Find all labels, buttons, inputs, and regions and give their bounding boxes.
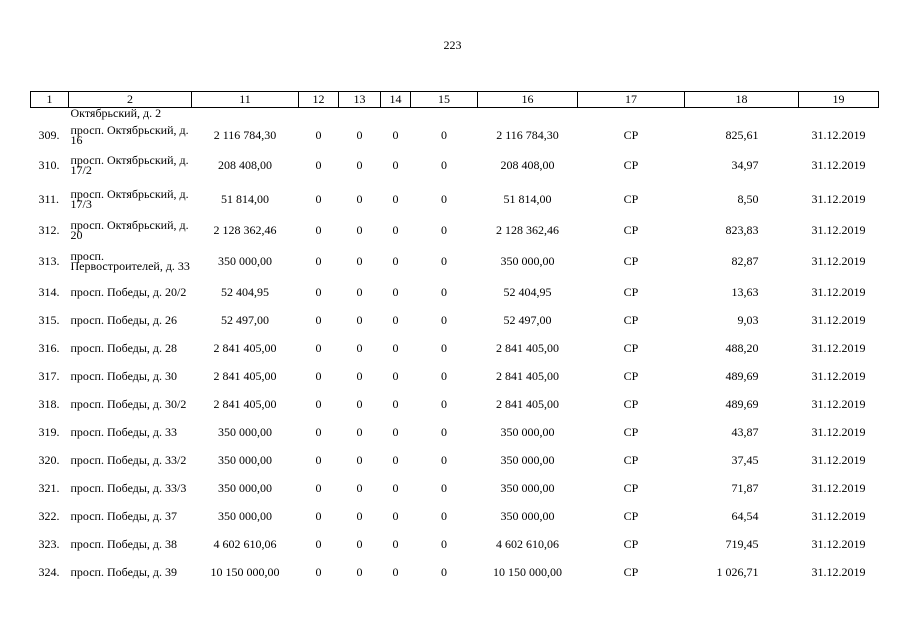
value-cell: 0 <box>315 157 322 172</box>
source-cell: СР <box>623 340 639 355</box>
row-number: 315. <box>38 312 60 327</box>
total-cell: 2 841 405,00 <box>496 396 559 411</box>
area-cell: 64,54 <box>731 508 759 523</box>
amount-cell: 52 404,95 <box>221 284 269 299</box>
total-cell: 350 000,00 <box>500 452 555 467</box>
value-cell: 0 <box>392 284 399 299</box>
column-header: 16 <box>478 92 578 108</box>
row-number: 319. <box>38 424 60 439</box>
date-cell: 31.12.2019 <box>811 508 866 523</box>
area-cell: 13,63 <box>731 284 759 299</box>
row-number: 312. <box>38 222 60 237</box>
area-cell: 1 026,71 <box>716 564 759 579</box>
area-cell: 488,20 <box>725 340 759 355</box>
value-cell: 0 <box>356 508 363 523</box>
date-cell: 31.12.2019 <box>811 340 866 355</box>
area-cell: 8,50 <box>737 191 759 206</box>
value-cell: 0 <box>392 564 399 579</box>
source-cell: СР <box>623 536 639 551</box>
date-cell: 31.12.2019 <box>811 424 866 439</box>
value-cell: 0 <box>441 340 447 355</box>
value-cell: 0 <box>315 284 322 299</box>
source-cell: СР <box>623 157 639 172</box>
total-cell: 2 128 362,46 <box>496 222 559 237</box>
address-cell: просп. Победы, д. 33 <box>70 425 178 439</box>
value-cell: 0 <box>441 191 447 206</box>
total-cell: 208 408,00 <box>500 157 555 172</box>
value-cell: 0 <box>356 564 363 579</box>
total-cell: 350 000,00 <box>500 508 555 523</box>
area-cell: 82,87 <box>731 253 759 268</box>
total-cell: 350 000,00 <box>500 424 555 439</box>
amount-cell: 208 408,00 <box>218 157 272 172</box>
row-number: 320. <box>38 452 60 467</box>
continuation-row <box>31 108 879 123</box>
value-cell: 0 <box>356 480 363 495</box>
table-row <box>31 418 879 446</box>
source-cell: СР <box>623 480 639 495</box>
value-cell: 0 <box>392 452 399 467</box>
value-cell: 0 <box>441 424 447 439</box>
source-cell: СР <box>623 396 639 411</box>
area-cell: 489,69 <box>725 368 759 383</box>
value-cell: 0 <box>441 222 447 237</box>
date-cell: 31.12.2019 <box>811 284 866 299</box>
value-cell: 0 <box>441 536 447 551</box>
area-cell: 9,03 <box>737 312 759 327</box>
value-cell: 0 <box>441 157 447 172</box>
column-header: 19 <box>799 92 879 108</box>
area-cell: 71,87 <box>731 480 759 495</box>
amount-cell: 4 602 610,06 <box>213 536 277 551</box>
row-number: 321. <box>38 480 60 495</box>
amount-cell: 350 000,00 <box>218 452 272 467</box>
address-cell: просп. Октябрьский, д. 17/2 <box>70 153 189 177</box>
column-header: 18 <box>685 92 799 108</box>
date-cell: 31.12.2019 <box>811 368 866 383</box>
table-row <box>31 502 879 530</box>
address-cell: просп. Победы, д. 28 <box>70 341 178 355</box>
amount-cell: 2 841 405,00 <box>213 396 277 411</box>
date-cell: 31.12.2019 <box>811 312 866 327</box>
table-row <box>31 530 879 558</box>
row-number: 317. <box>38 368 60 383</box>
table-row <box>31 278 879 306</box>
value-cell: 0 <box>315 312 322 327</box>
address-cell: просп. Победы, д. 30/2 <box>70 397 187 411</box>
area-cell: 823,83 <box>725 222 759 237</box>
value-cell: 0 <box>441 253 447 268</box>
address-cell: просп. Победы, д. 26 <box>70 313 178 327</box>
continuation-text: Октябрьский, д. 2 <box>70 106 162 120</box>
value-cell: 0 <box>392 157 399 172</box>
source-cell: СР <box>623 564 639 579</box>
column-header: 14 <box>381 92 411 108</box>
value-cell: 0 <box>441 564 447 579</box>
value-cell: 0 <box>315 396 322 411</box>
row-number: 309. <box>38 127 60 142</box>
value-cell: 0 <box>441 480 447 495</box>
total-cell: 4 602 610,06 <box>496 536 559 551</box>
date-cell: 31.12.2019 <box>811 253 866 268</box>
amount-cell: 51 814,00 <box>221 191 269 206</box>
value-cell: 0 <box>315 191 322 206</box>
area-cell: 34,97 <box>731 157 759 172</box>
source-cell: СР <box>623 191 639 206</box>
table-row <box>31 474 879 502</box>
value-cell: 0 <box>356 191 363 206</box>
total-cell: 52 497,00 <box>503 312 552 327</box>
data-table <box>30 91 879 586</box>
table-row <box>31 446 879 474</box>
value-cell: 0 <box>392 396 399 411</box>
value-cell: 0 <box>356 396 363 411</box>
address-cell: просп. Победы, д. 33/2 <box>70 453 187 467</box>
address-cell: просп. Победы, д. 20/2 <box>70 285 187 299</box>
address-cell: просп. Первостроителей, д. 33 <box>70 249 190 273</box>
source-cell: СР <box>623 127 639 142</box>
source-cell: СР <box>623 284 639 299</box>
address-cell: просп. Победы, д. 30 <box>70 369 178 383</box>
row-number: 323. <box>38 536 60 551</box>
total-cell: 2 841 405,00 <box>496 340 559 355</box>
amount-cell: 2 841 405,00 <box>213 340 277 355</box>
value-cell: 0 <box>315 536 322 551</box>
address-cell: просп. Победы, д. 33/3 <box>70 481 187 495</box>
row-number: 313. <box>38 253 60 268</box>
value-cell: 0 <box>356 536 363 551</box>
area-cell: 825,61 <box>725 127 759 142</box>
page-number: 223 <box>443 38 462 52</box>
area-cell: 37,45 <box>731 452 759 467</box>
total-cell: 52 404,95 <box>503 284 552 299</box>
date-cell: 31.12.2019 <box>811 452 866 467</box>
column-header: 2 <box>69 92 192 108</box>
total-cell: 51 814,00 <box>503 191 552 206</box>
total-cell: 2 841 405,00 <box>496 368 559 383</box>
value-cell: 0 <box>315 222 322 237</box>
value-cell: 0 <box>356 222 363 237</box>
value-cell: 0 <box>392 312 399 327</box>
table-row <box>31 558 879 586</box>
source-cell: СР <box>623 222 639 237</box>
amount-cell: 350 000,00 <box>218 508 272 523</box>
amount-cell: 2 841 405,00 <box>213 368 277 383</box>
area-cell: 43,87 <box>731 424 759 439</box>
address-cell: просп. Октябрьский, д. 17/3 <box>70 187 189 211</box>
column-header: 12 <box>299 92 339 108</box>
value-cell: 0 <box>315 127 322 142</box>
address-cell: просп. Октябрьский, д. 16 <box>70 123 189 147</box>
value-cell: 0 <box>356 312 363 327</box>
value-cell: 0 <box>356 424 363 439</box>
column-header: 17 <box>578 92 685 108</box>
value-cell: 0 <box>441 368 447 383</box>
value-cell: 0 <box>392 368 399 383</box>
total-cell: 350 000,00 <box>500 480 555 495</box>
date-cell: 31.12.2019 <box>811 191 866 206</box>
value-cell: 0 <box>392 191 399 206</box>
value-cell: 0 <box>392 127 399 142</box>
source-cell: СР <box>623 312 639 327</box>
value-cell: 0 <box>356 368 363 383</box>
column-header: 1 <box>31 92 69 108</box>
address-cell: просп. Октябрьский, д. 20 <box>70 218 189 242</box>
source-cell: СР <box>623 508 639 523</box>
source-cell: СР <box>623 253 639 268</box>
source-cell: СР <box>623 424 639 439</box>
date-cell: 31.12.2019 <box>811 157 866 172</box>
total-cell: 10 150 000,00 <box>493 564 562 579</box>
value-cell: 0 <box>392 253 399 268</box>
date-cell: 31.12.2019 <box>811 480 866 495</box>
value-cell: 0 <box>356 157 363 172</box>
column-header: 13 <box>339 92 381 108</box>
address-cell: просп. Победы, д. 39 <box>70 565 178 579</box>
value-cell: 0 <box>315 424 322 439</box>
value-cell: 0 <box>441 508 447 523</box>
date-cell: 31.12.2019 <box>811 564 866 579</box>
source-cell: СР <box>623 452 639 467</box>
amount-cell: 2 116 784,30 <box>213 127 277 142</box>
value-cell: 0 <box>392 424 399 439</box>
row-number: 311. <box>38 191 60 206</box>
value-cell: 0 <box>356 253 363 268</box>
value-cell: 0 <box>315 368 322 383</box>
amount-cell: 350 000,00 <box>218 480 272 495</box>
amount-cell: 350 000,00 <box>218 424 272 439</box>
area-cell: 489,69 <box>725 396 759 411</box>
value-cell: 0 <box>392 222 399 237</box>
table-row <box>31 148 879 182</box>
value-cell: 0 <box>315 340 322 355</box>
row-number: 314. <box>38 284 60 299</box>
amount-cell: 350 000,00 <box>218 253 272 268</box>
value-cell: 0 <box>392 536 399 551</box>
row-number: 310. <box>38 157 60 172</box>
total-cell: 350 000,00 <box>500 253 555 268</box>
value-cell: 0 <box>392 508 399 523</box>
table-row <box>31 122 879 148</box>
table-row <box>31 306 879 334</box>
value-cell: 0 <box>392 340 399 355</box>
value-cell: 0 <box>315 253 322 268</box>
date-cell: 31.12.2019 <box>811 127 866 142</box>
column-header: 15 <box>411 92 478 108</box>
address-cell: просп. Победы, д. 38 <box>70 537 178 551</box>
value-cell: 0 <box>315 480 322 495</box>
value-cell: 0 <box>441 284 447 299</box>
value-cell: 0 <box>392 480 399 495</box>
address-cell: просп. Победы, д. 37 <box>70 509 178 523</box>
value-cell: 0 <box>356 452 363 467</box>
value-cell: 0 <box>441 396 447 411</box>
area-cell: 719,45 <box>725 536 759 551</box>
amount-cell: 10 150 000,00 <box>210 564 280 579</box>
table-row <box>31 362 879 390</box>
column-header: 11 <box>192 92 299 108</box>
date-cell: 31.12.2019 <box>811 536 866 551</box>
amount-cell: 52 497,00 <box>221 312 269 327</box>
table-row <box>31 244 879 278</box>
table-row <box>31 390 879 418</box>
value-cell: 0 <box>441 452 447 467</box>
source-cell: СР <box>623 368 639 383</box>
table-row <box>31 334 879 362</box>
table-row <box>31 216 879 244</box>
value-cell: 0 <box>315 508 322 523</box>
row-number: 316. <box>38 340 60 355</box>
value-cell: 0 <box>315 564 322 579</box>
value-cell: 0 <box>356 284 363 299</box>
row-number: 324. <box>38 564 60 579</box>
table-row <box>31 182 879 216</box>
value-cell: 0 <box>441 312 447 327</box>
value-cell: 0 <box>356 127 363 142</box>
value-cell: 0 <box>315 452 322 467</box>
value-cell: 0 <box>356 340 363 355</box>
amount-cell: 2 128 362,46 <box>213 222 277 237</box>
row-number: 318. <box>38 396 60 411</box>
date-cell: 31.12.2019 <box>811 222 866 237</box>
value-cell: 0 <box>441 127 447 142</box>
row-number: 322. <box>38 508 60 523</box>
date-cell: 31.12.2019 <box>811 396 866 411</box>
total-cell: 2 116 784,30 <box>496 127 559 142</box>
